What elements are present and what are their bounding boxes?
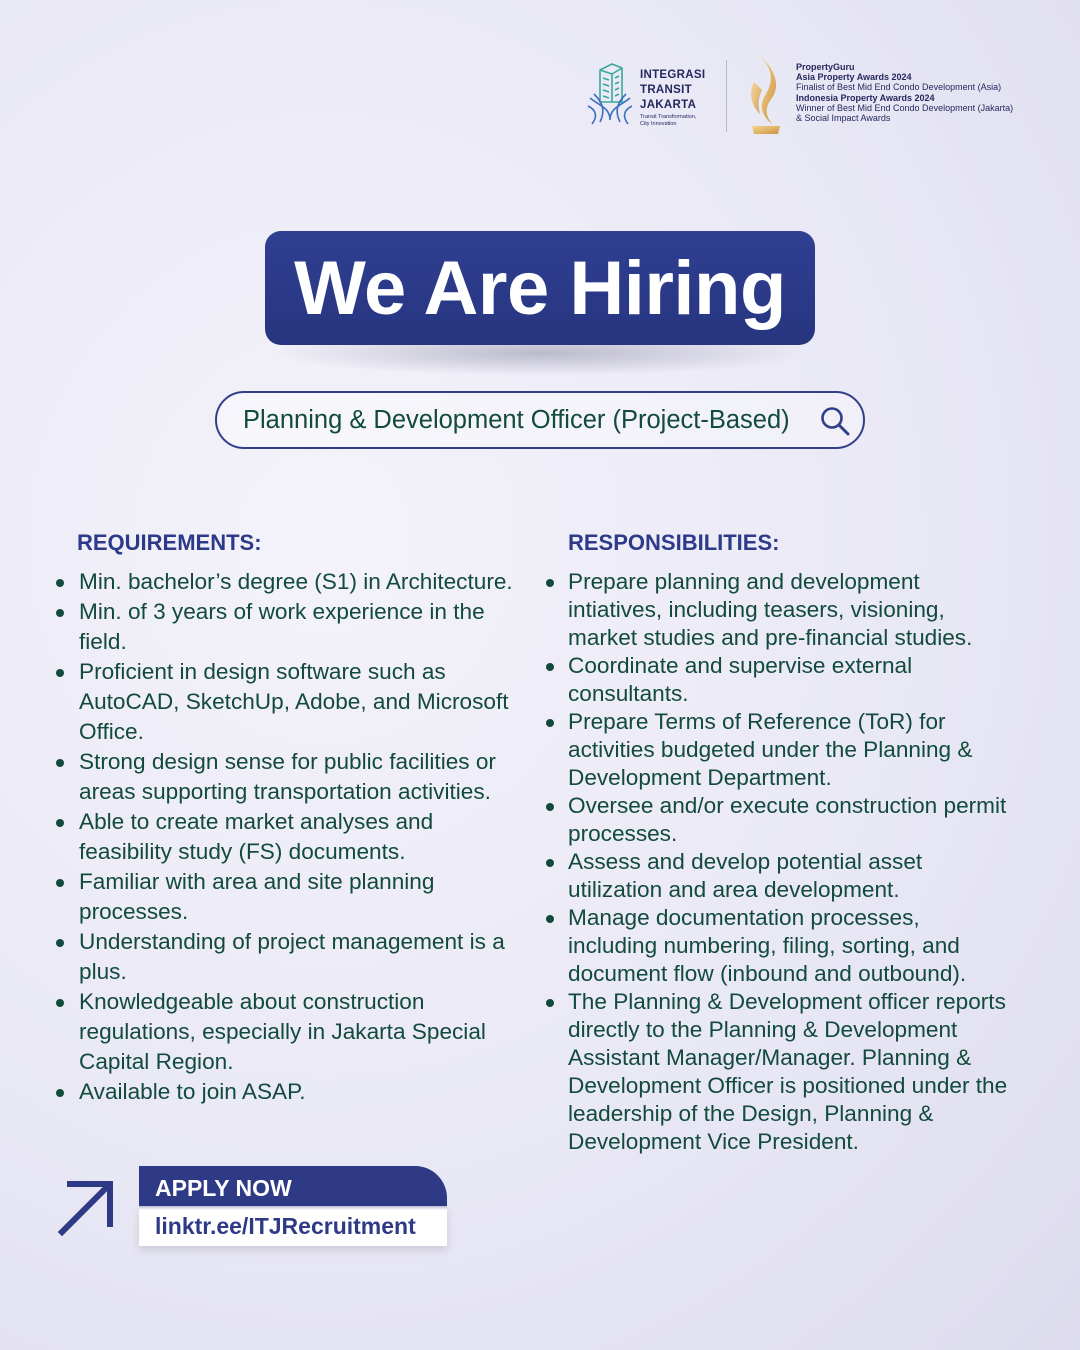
itj-logo-icon — [586, 62, 634, 128]
itj-logo-name: INTEGRASI TRANSIT JAKARTA — [640, 69, 706, 111]
requirements-heading: REQUIREMENTS: — [77, 530, 262, 555]
list-item: Available to join ASAP. — [79, 1077, 529, 1107]
position-search-bar[interactable] — [215, 391, 865, 449]
responsibilities-heading: RESPONSIBILITIES: — [568, 530, 780, 555]
list-item: Manage documentation processes, including numbering, filing, sorting, and document flow (inbound and outbound). — [568, 904, 1008, 988]
requirements-list — [79, 567, 529, 1107]
itj-logo-tagline: Transit Transformation, City Innovation — [640, 114, 697, 127]
list-item: Assess and develop potential asset utilization and area development. — [568, 848, 1008, 904]
list-item: Prepare Terms of Reference (ToR) for activities budgeted under the Planning & Development Department. — [568, 708, 1008, 792]
award-line: PropertyGuru — [796, 62, 855, 72]
position-title: Planning & Development Officer (Project-Based) — [243, 406, 790, 434]
list-item: Proficient in design software such as AutoCAD, SketchUp, Adobe, and Microsoft Office. — [79, 657, 529, 747]
apply-now-label: APPLY NOW — [155, 1175, 292, 1201]
apply-now-button[interactable] — [139, 1166, 447, 1206]
award-line: Winner of Best Mid End Condo Development (Jakarta) — [796, 102, 1014, 113]
list-item: Understanding of project management is a plus. — [79, 927, 529, 987]
list-item: Strong design sense for public facilities or areas supporting transportation activities. — [79, 747, 529, 807]
award-line: Finalist of Best Mid End Condo Development (Asia) — [796, 82, 1002, 93]
list-item: Knowledgeable about construction regulations, especially in Jakarta Special Capital Region. — [79, 987, 529, 1077]
list-item: Able to create market analyses and feasibility study (FS) documents. — [79, 807, 529, 867]
itj-logo — [586, 62, 716, 132]
awards-text — [796, 62, 1046, 123]
arrow-up-right-icon — [56, 1178, 116, 1238]
list-item: Coordinate and supervise external consultants. — [568, 652, 1008, 708]
list-item: Oversee and/or execute construction permit processes. — [568, 793, 1007, 846]
list-item: Min. of 3 years of work experience in the field. — [79, 597, 529, 657]
award-line: Indonesia Property Awards 2024 — [796, 92, 935, 103]
apply-link[interactable]: linktr.ee/ITJRecruitment — [155, 1213, 416, 1239]
award-line: Asia Property Awards 2024 — [796, 72, 912, 83]
trophy-icon — [746, 54, 786, 136]
list-item: Familiar with area and site planning processes. — [79, 867, 529, 927]
award-line: & Social Impact Awards — [796, 113, 891, 124]
hero-banner — [265, 231, 815, 345]
responsibilities-list — [568, 568, 1008, 1156]
header-divider — [726, 60, 727, 132]
list-item: Prepare planning and development intiatives, including teasers, visioning, market studies and pre-financial studies. — [568, 568, 1008, 652]
apply-link-box[interactable] — [139, 1206, 447, 1246]
list-item: The Planning & Development officer reports directly to the Planning & Development Assistant Manager/Manager. Planning & Development Officer is positioned under the leadership of the Design, Planning & Development Vice President. — [568, 989, 1008, 1154]
hero-title: We Are Hiring — [294, 245, 786, 331]
list-item: Min. bachelor’s degree (S1) in Architecture. — [79, 567, 529, 597]
search-icon[interactable] — [819, 405, 851, 437]
